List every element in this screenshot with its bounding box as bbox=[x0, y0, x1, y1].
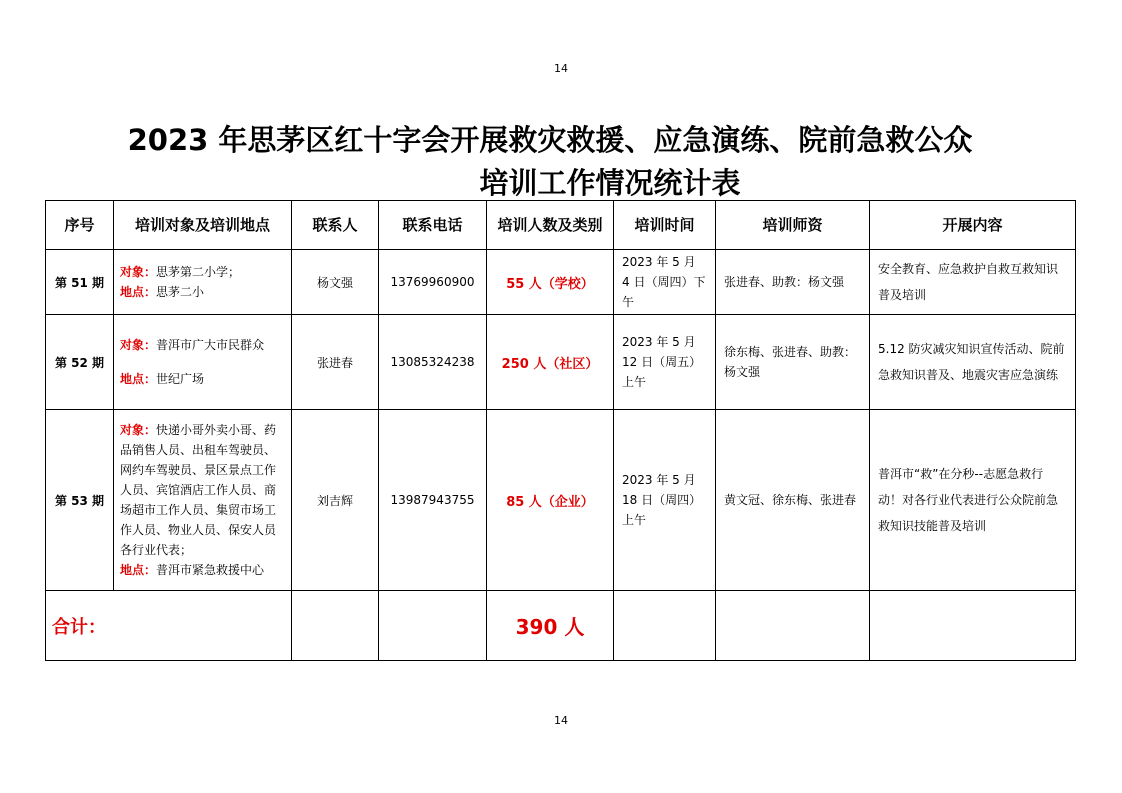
teacher-cell: 黄文冠、徐东梅、张进春 bbox=[716, 410, 870, 591]
contact-cell: 张进春 bbox=[292, 315, 379, 410]
period-cell: 第 51 期 bbox=[46, 250, 114, 315]
empty-cell bbox=[614, 591, 716, 661]
total-value: 390 人 bbox=[487, 591, 614, 661]
header-contact: 联系人 bbox=[292, 201, 379, 250]
location-label: 地点 bbox=[120, 563, 145, 577]
header-count: 培训人数及类别 bbox=[487, 201, 614, 250]
empty-cell bbox=[870, 591, 1076, 661]
header-content: 开展内容 bbox=[870, 201, 1076, 250]
target-text: 普洱市广大市民群众 bbox=[156, 338, 265, 352]
table-row bbox=[46, 250, 1076, 315]
time-cell: 2023 年 5 月 12 日（周五）上午 bbox=[614, 315, 716, 410]
phone-cell: 13987943755 bbox=[379, 410, 487, 591]
document-title-line1: 2023 年思茅区红十字会开展救灾救援、应急演练、院前急救公众 bbox=[127, 123, 973, 157]
count-cell: 55 人（学校） bbox=[487, 250, 614, 315]
period-cell: 第 53 期 bbox=[46, 410, 114, 591]
target-cell: 对象：普洱市广大市民群众 地点：世纪广场 bbox=[114, 315, 292, 410]
location-text: 思茅二小 bbox=[156, 285, 205, 299]
target-cell: 对象：思茅第二小学； 地点：思茅二小 bbox=[114, 250, 292, 315]
teacher-cell: 徐东梅、张进春、助教：杨文强 bbox=[716, 315, 870, 410]
contact-cell: 杨文强 bbox=[292, 250, 379, 315]
empty-cell bbox=[716, 591, 870, 661]
statistics-table bbox=[45, 200, 1076, 661]
phone-cell: 13769960900 bbox=[379, 250, 487, 315]
table-header-row bbox=[46, 201, 1076, 250]
location-label: 地点 bbox=[120, 285, 145, 299]
empty-cell bbox=[292, 591, 379, 661]
header-target: 培训对象及培训地点 bbox=[114, 201, 292, 250]
count-cell: 250 人（社区） bbox=[487, 315, 614, 410]
target-text: 快递小哥外卖小哥、药品销售人员、出租车驾驶员、网约车驾驶员、景区景点工作人员、宾馆酒店工作人员、商场超市工作人员、集贸市场工作人员、物业人员、保安人员各行业代表； bbox=[120, 423, 277, 557]
header-phone: 联系电话 bbox=[379, 201, 487, 250]
location-text: 普洱市紧急救援中心 bbox=[156, 563, 265, 577]
total-label: 合计： bbox=[46, 591, 292, 661]
table-row bbox=[46, 315, 1076, 410]
phone-cell: 13085324238 bbox=[379, 315, 487, 410]
time-cell: 2023 年 5 月 18 日（周四）上午 bbox=[614, 410, 716, 591]
location-label: 地点 bbox=[120, 372, 145, 386]
location-text: 世纪广场 bbox=[156, 372, 205, 386]
target-label: 对象 bbox=[120, 265, 145, 279]
target-text: 思茅第二小学； bbox=[156, 265, 241, 279]
content-cell: 安全教育、应急救护自救互救知识普及培训 bbox=[870, 250, 1076, 315]
target-label: 对象 bbox=[120, 423, 145, 437]
table-row bbox=[46, 410, 1076, 591]
time-cell: 2023 年 5 月 4 日（周四）下午 bbox=[614, 250, 716, 315]
count-cell: 85 人（企业） bbox=[487, 410, 614, 591]
page-number-bottom: 14 bbox=[554, 714, 568, 727]
contact-cell: 刘吉辉 bbox=[292, 410, 379, 591]
header-time: 培训时间 bbox=[614, 201, 716, 250]
content-cell: 普洱市“救”在分秒--志愿急救行动！对各行业代表进行公众院前急救知识技能普及培训 bbox=[870, 410, 1076, 591]
document-title-line2: 培训工作情况统计表 bbox=[479, 166, 741, 200]
header-teacher: 培训师资 bbox=[716, 201, 870, 250]
target-label: 对象 bbox=[120, 338, 145, 352]
teacher-cell: 张进春、助教：杨文强 bbox=[716, 250, 870, 315]
header-seq: 序号 bbox=[46, 201, 114, 250]
content-cell: 5.12 防灾减灾知识宣传活动、院前急救知识普及、地震灾害应急演练 bbox=[870, 315, 1076, 410]
target-cell: 对象：快递小哥外卖小哥、药品销售人员、出租车驾驶员、网约车驾驶员、景区景点工作人员、宾馆酒店工作人员、商场超市工作人员、集贸市场工作人员、物业人员、保安人员各行业代表； 地点：普洱市紧急救援中心 bbox=[114, 410, 292, 591]
empty-cell bbox=[379, 591, 487, 661]
total-row bbox=[46, 591, 1076, 661]
page-number-top: 14 bbox=[554, 62, 568, 75]
period-cell: 第 52 期 bbox=[46, 315, 114, 410]
